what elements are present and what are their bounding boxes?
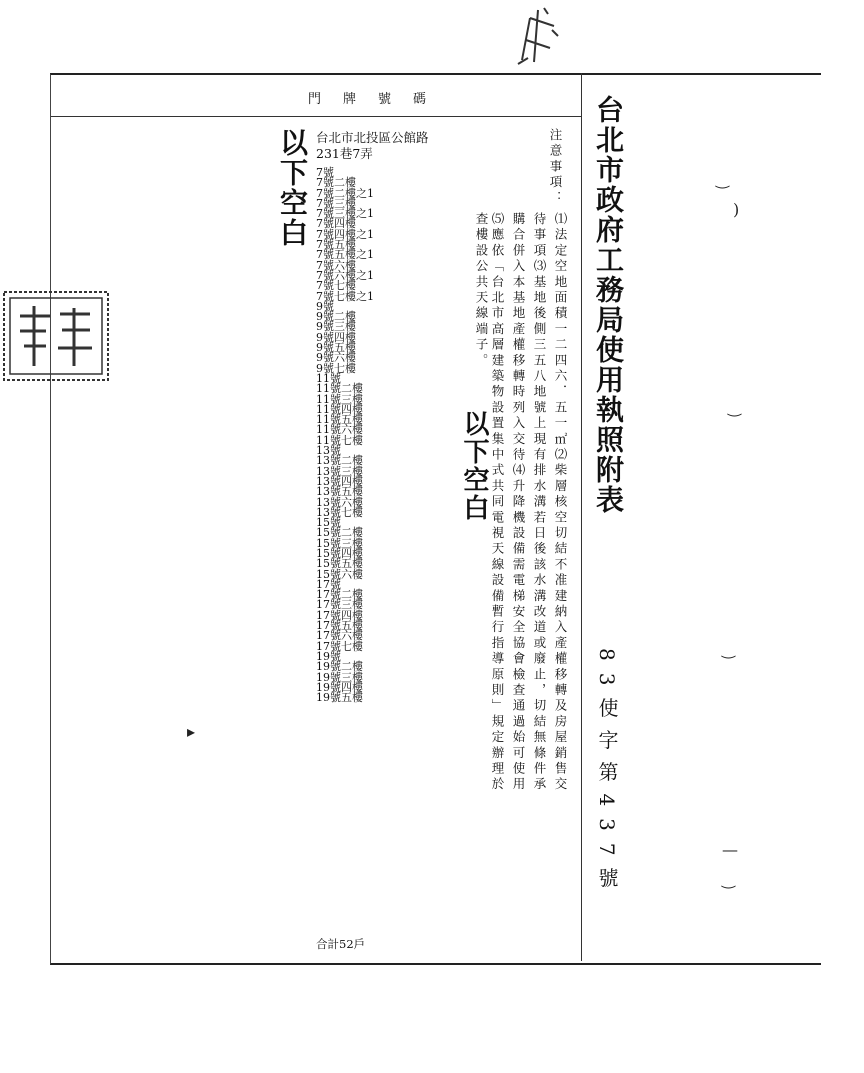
address-item: 7號二樓	[316, 176, 356, 190]
address-street: 台北市北投區公館路	[316, 130, 429, 145]
address-item: 11號三樓	[316, 392, 363, 406]
notes-column: ⑴法定空地面積一二四六．五一㎡⑵柴層核空切結不准建納入產權移轉及房屋銷售交	[553, 212, 568, 793]
stamp-seal-left	[0, 286, 112, 386]
handwritten-blank-mark-notes: 以下空白	[459, 410, 489, 522]
address-item: 11號	[316, 371, 341, 385]
margin-mark: ‿	[722, 870, 735, 889]
address-item: 17號三樓	[316, 598, 363, 612]
margin-mark: ‿	[716, 170, 729, 189]
address-item: 7號三樓之1	[316, 207, 374, 221]
address-item: 17號	[316, 577, 341, 591]
address-item: 9號四樓	[316, 330, 356, 344]
address-item: 11號二樓	[316, 382, 363, 396]
address-item: 19號三樓	[316, 670, 363, 684]
address-item: 19號二樓	[316, 660, 363, 674]
document-title: 台北市政府工務局使用執照附表	[592, 95, 625, 515]
permit-number: 83使字第437號	[595, 648, 619, 900]
notes-lead: 注意事項：	[548, 128, 563, 207]
address-item: 13號四樓	[316, 474, 363, 488]
address-item: 17號二樓	[316, 588, 363, 602]
header-rule	[51, 116, 581, 117]
address-item: 9號	[316, 299, 334, 313]
address-item: 7號	[316, 166, 334, 179]
address-item: 9號二樓	[316, 310, 356, 324]
handwritten-blank-mark: 以下空白	[276, 128, 309, 248]
address-item: 11號七樓	[316, 433, 363, 447]
address-item: 9號五樓	[316, 341, 356, 355]
address-item: 9號六樓	[316, 351, 356, 365]
address-item: 7號六樓之1	[316, 268, 374, 282]
address-item: 7號二樓之1	[316, 186, 374, 200]
margin-mark: ‿	[722, 640, 735, 659]
address-item: 7號五樓	[316, 238, 356, 252]
notes-column: 購合併入本基地產權移轉時列入交待⑷升降機設備需電梯安全協會檢查通過始可使用	[511, 212, 526, 793]
address-item: 7號三樓	[316, 196, 356, 210]
address-item: 15號四樓	[316, 546, 363, 560]
address-item: 17號五樓	[316, 619, 363, 633]
address-item: 11號六樓	[316, 423, 363, 437]
address-item: 19號五樓	[316, 691, 363, 705]
margin-mark: —	[722, 840, 738, 859]
notes-column: ⑸應依「台北市高層建築物設置集中式共同電視天線設備暫行指導原則」規定辦理於	[490, 212, 505, 793]
address-item: 7號四樓之1	[316, 227, 374, 241]
address-item: 13號三樓	[316, 464, 363, 478]
address-item: 7號七樓之1	[316, 289, 374, 303]
address-list	[316, 168, 374, 703]
address-item: 19號四樓	[316, 680, 363, 694]
address-item: 9號三樓	[316, 320, 356, 334]
address-item: 7號六樓	[316, 258, 356, 272]
stamp-seal-top	[508, 0, 568, 70]
document-frame	[50, 73, 821, 965]
address-item: 11號四樓	[316, 402, 363, 416]
notes-column: 待事項⑶基地後側三五八地號上現有排水溝若日後該水溝改道或廢止，切結無條件承	[532, 212, 547, 793]
address-item: 17號六樓	[316, 629, 363, 643]
address-item: 13號	[316, 444, 341, 458]
address-item: 9號七樓	[316, 361, 356, 375]
address-item: 11號五樓	[316, 413, 363, 427]
address-item: 7號七樓	[316, 279, 356, 293]
notes-column: 查樓設公共天線端子。	[474, 212, 489, 369]
total-units: 合計52戶	[316, 937, 366, 951]
address-item: 13號五樓	[316, 485, 363, 499]
column-divider	[581, 73, 582, 961]
address-item: 17號四樓	[316, 608, 363, 622]
address-item: 7號五樓之1	[316, 248, 374, 262]
address-item: 15號六樓	[316, 567, 363, 581]
margin-mark: ‿	[728, 398, 741, 417]
margin-mark: ▸	[187, 722, 196, 741]
address-item: 7號四樓	[316, 217, 356, 231]
address-item: 15號	[316, 516, 341, 530]
address-item: 15號五樓	[316, 557, 363, 571]
address-header	[316, 130, 429, 162]
address-item: 15號三樓	[316, 536, 363, 550]
address-lane: 231巷7弄	[316, 146, 373, 161]
address-item: 13號七樓	[316, 505, 363, 519]
address-item: 17號七樓	[316, 639, 363, 653]
address-item: 19號	[316, 649, 341, 663]
margin-mark: )	[733, 200, 740, 219]
address-item: 15號二樓	[316, 526, 363, 540]
address-item: 13號二樓	[316, 454, 363, 468]
address-item: 13號六樓	[316, 495, 363, 509]
table-header-label: 門牌號碼	[308, 92, 449, 107]
